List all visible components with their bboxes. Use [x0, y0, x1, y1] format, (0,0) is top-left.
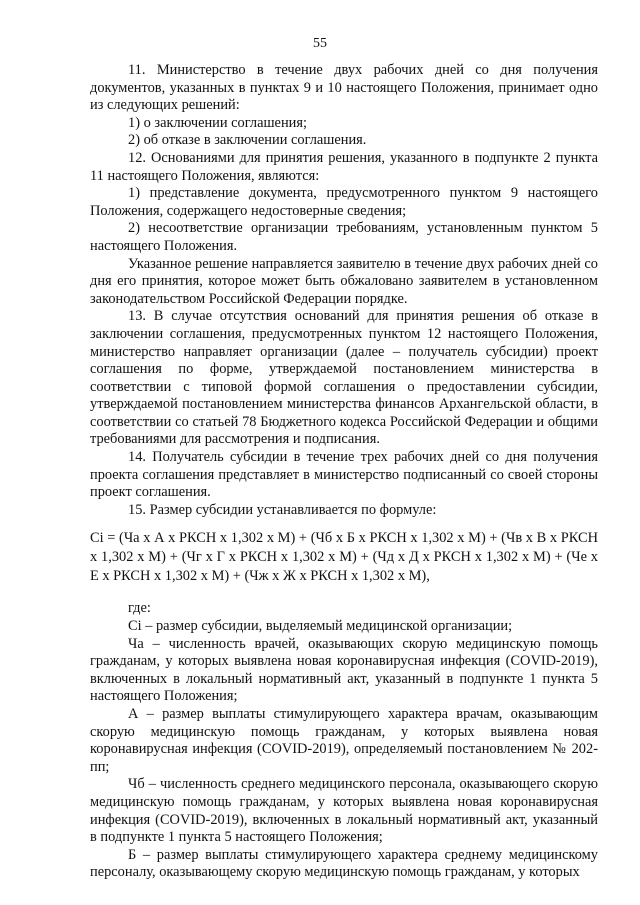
paragraph-11-item-2: 2) об отказе в заключении соглашения.	[128, 132, 367, 149]
definition-b: Б – размер выплаты стимулирующего характера среднему медицинскому персоналу, оказывающему скорую медицинскую помощь гражданам, у которых	[90, 846, 598, 881]
paragraph-12-item-2: 2) несоответствие организации требованиям, установленным пунктом 5 настоящего Положения.	[90, 220, 598, 254]
paragraph-13: 13. В случае отсутствия оснований для принятия решения об отказе в заключении соглашения, предусмотренных пунктом 12 настоящего Положения, министерство направляет организации (далее – получатель субсидии) проект соглашения по форме, утверждаемой постановлением министерства в соответствии с типовой формой соглашения о предоставлении субсидии, утверждаемой постановлением министерства финансов Архангельской области, в соответствии со статьей 78 Бюджетного кодекса Российской Федерации и общими требованиями для рассмотрения и подписания.	[90, 308, 598, 448]
subsidy-formula: Ci = (Ча х А х РКСН х 1,302 х М) + (Чб х Б х РКСН х 1,302 х М) + (Чв х В х РКСН х 1,302 х М) + (Чг х Г х РКСН х 1,302 х М) + (Чд х Д х РКСН х 1,302 х М) + (Че х Е х РКСН х 1,302 х М) + (Чж х Ж х РКСН х 1,302 х М),	[90, 530, 598, 585]
definition-cha: Ча – численность врачей, оказывающих скорую медицинскую помощь гражданам, у которых выявлена новая коронавирусная инфекция (COVID-2019), включенных в локальный нормативный акт, указанный в подпункте 1 пункта 5 настоящего Положения;	[90, 635, 598, 705]
definition-chb: Чб – численность среднего медицинского персонала, оказывающего скорую медицинскую помощь гражданам, у которых выявлена новая коронавирусная инфекция (COVID-2019), включенных в локальный нормативный акт, указанный в подпункте 1 пункта 5 настоящего Положения;	[90, 776, 598, 846]
paragraph-11-item-1: 1) о заключении соглашения;	[128, 114, 307, 131]
document-body	[90, 62, 598, 882]
page-number: 55	[313, 36, 327, 51]
definition-a: А – размер выплаты стимулирующего характера врачам, оказывающим скорую медицинскую помощь гражданам, у которых выявлена новая коронавирусная инфекция (COVID-2019), определяемый постановлением № 202-пп;	[90, 706, 598, 775]
paragraph-12-item-1: 1) представление документа, предусмотренного пунктом 9 настоящего Положения, содержащего недостоверные сведения;	[90, 185, 598, 219]
paragraph-11: 11. Министерство в течение двух рабочих дней со дня получения документов, указанных в пунктах 9 и 10 настоящего Положения, принимает одно из следующих решений:	[90, 62, 598, 114]
paragraph-15: 15. Размер субсидии устанавливается по формуле:	[128, 501, 437, 518]
where-label: где:	[128, 600, 151, 617]
paragraph-12: 12. Основаниями для принятия решения, указанного в подпункте 2 пункта 11 настоящего Положения, являются:	[90, 149, 598, 184]
definition-ci: Ci – размер субсидии, выделяемый медицинской организации;	[128, 618, 513, 635]
paragraph-14: 14. Получатель субсидии в течение трех рабочих дней со дня получения проекта соглашения представляет в министерство подписанный со своей стороны проект соглашения.	[90, 449, 598, 501]
paragraph-12-note: Указанное решение направляется заявителю в течение двух рабочих дней со дня его принятия, которое может быть обжаловано заявителем в установленном законодательством Российской Федерации порядке.	[90, 255, 598, 307]
